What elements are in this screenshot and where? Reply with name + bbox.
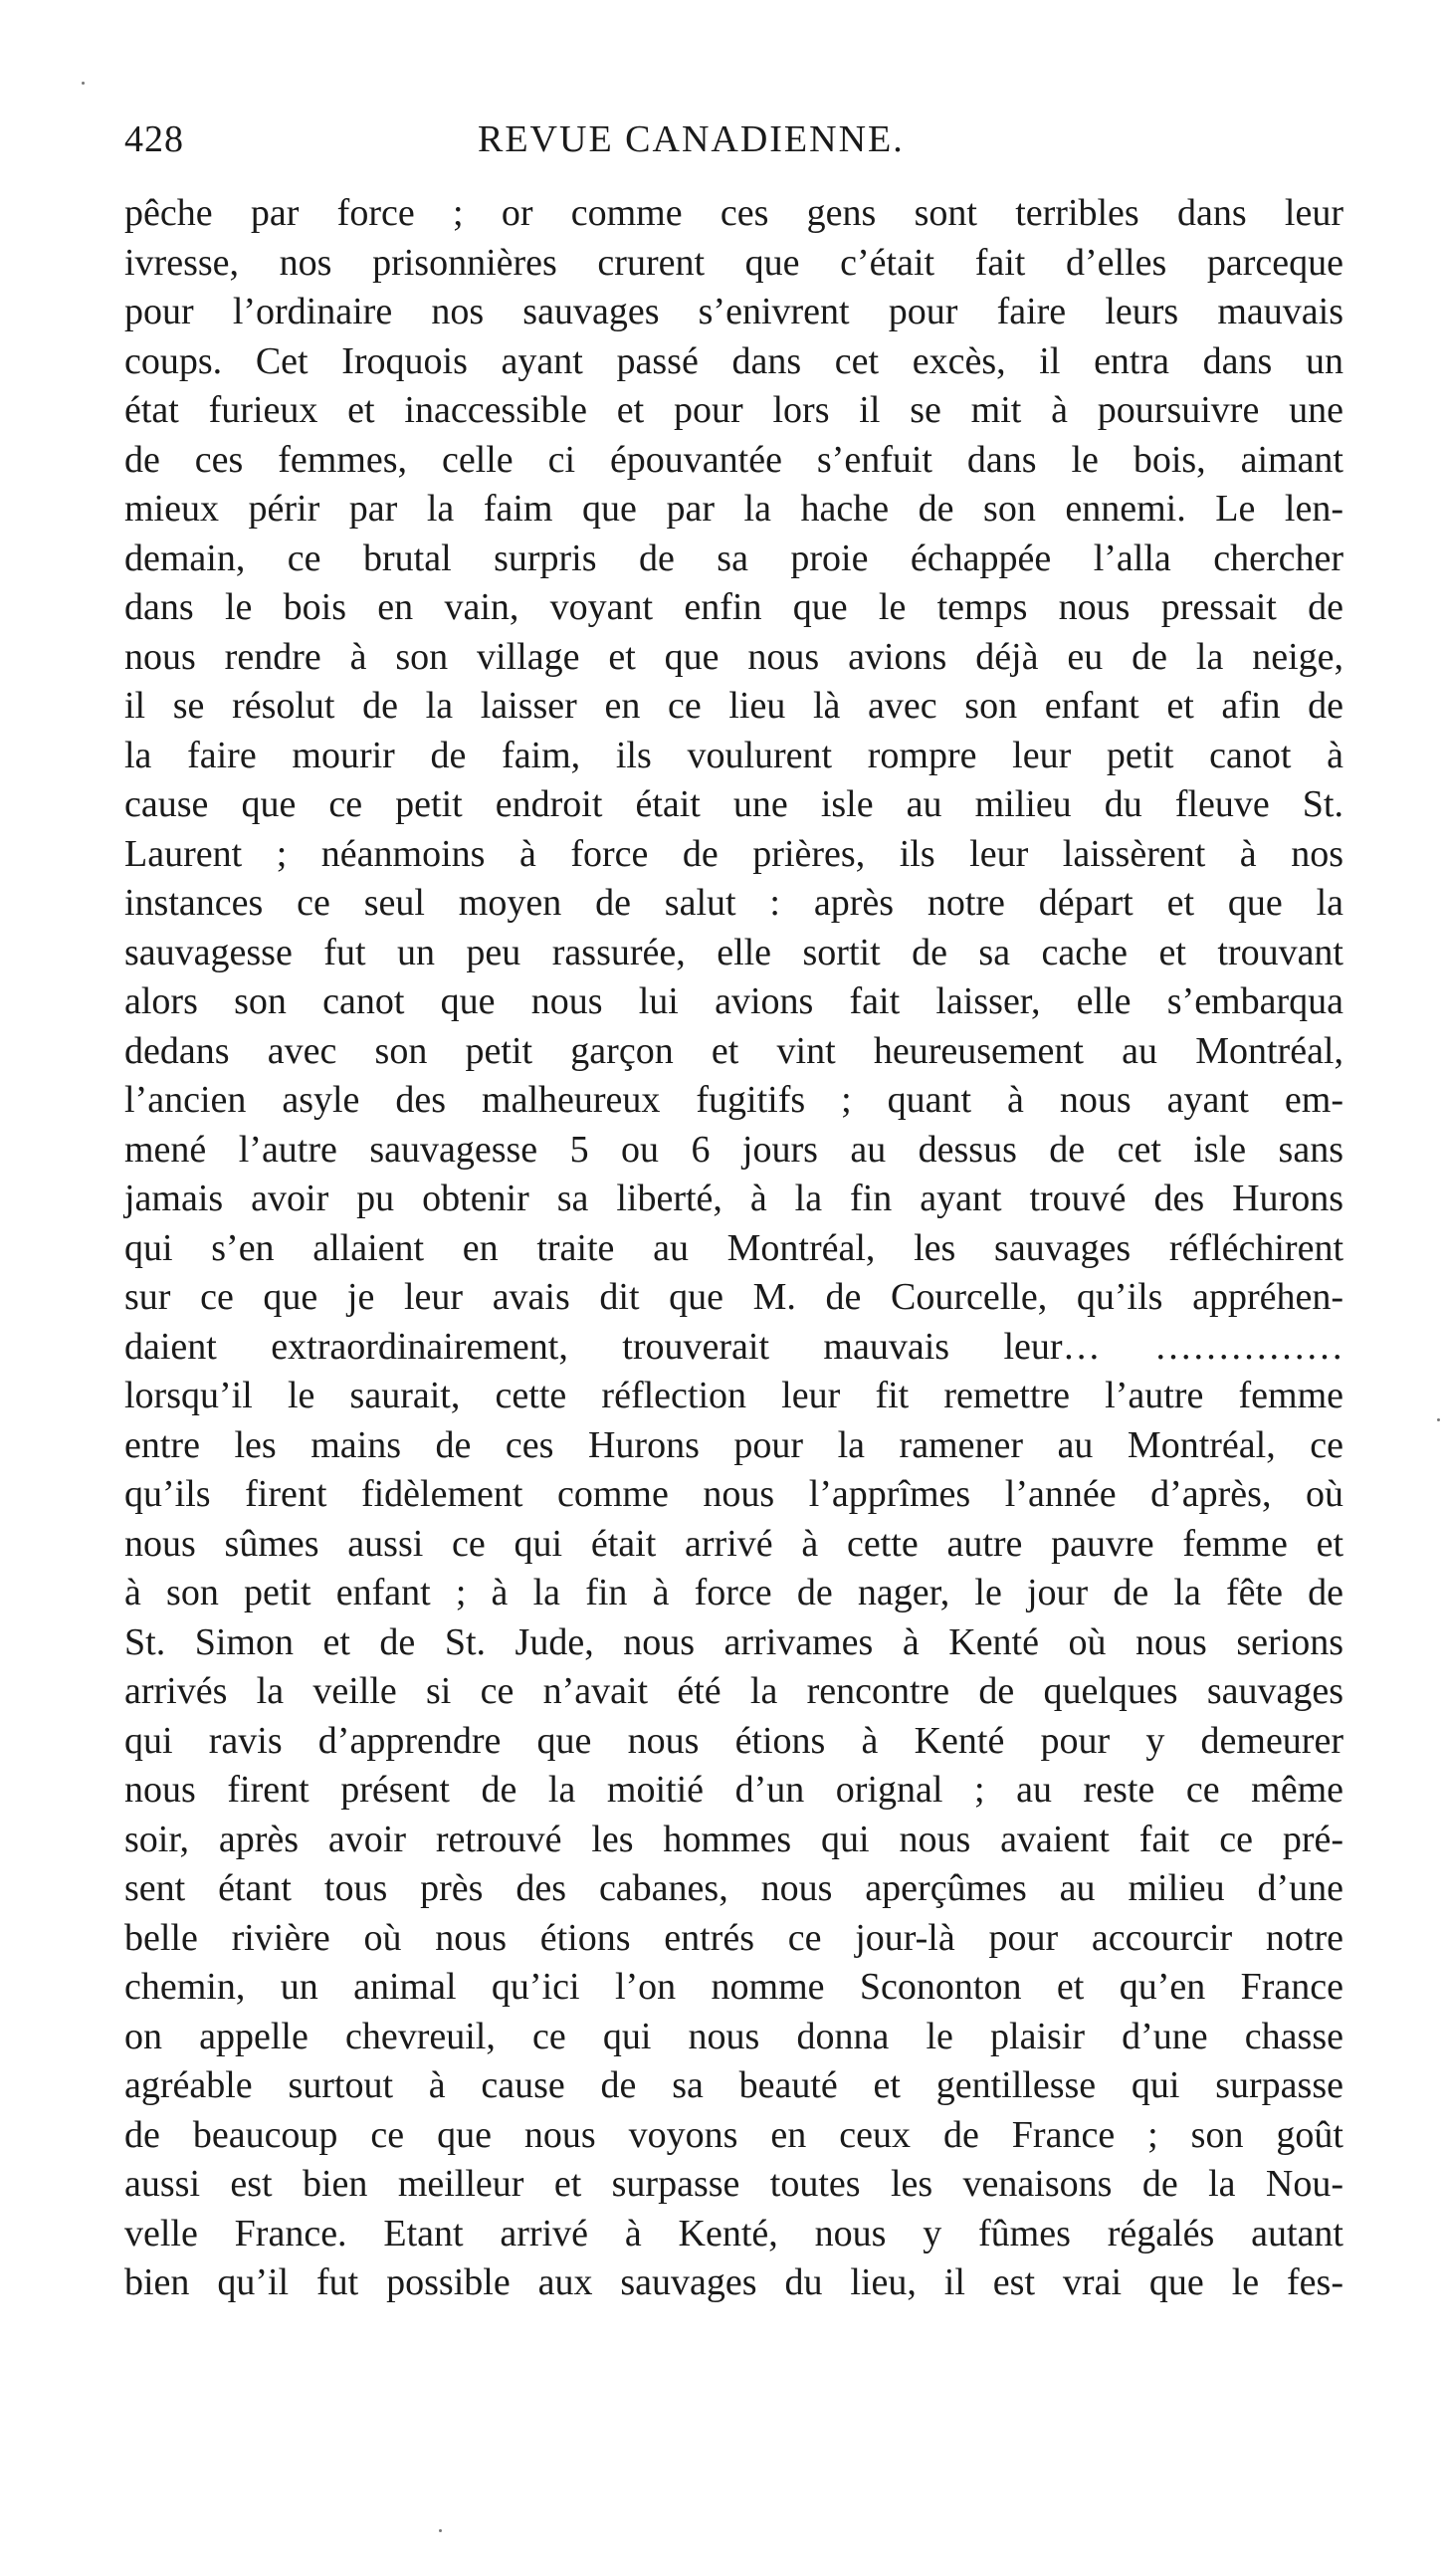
scan-speck bbox=[1437, 1418, 1440, 1421]
text-line: l’ancien asyle des malheureux fugitifs ; quant à nous ayant em- bbox=[124, 1079, 1343, 1121]
text-line: jamais avoir pu obtenir sa liberté, à la fin ayant trouvé des Hurons bbox=[124, 1178, 1343, 1219]
text-line: qui s’en allaient en traite au Montréal, les sauvages réfléchirent bbox=[124, 1226, 1343, 1269]
text-line: coups. Cet Iroquois ayant passé dans cet excès, il entra dans un bbox=[124, 339, 1343, 382]
scan-speck bbox=[439, 2529, 442, 2532]
text-line: bien qu’il fut possible aux sauvages du lieu, il est vrai que le fes- bbox=[124, 2261, 1343, 2303]
text-line: de beaucoup ce que nous voyons en ceux de France ; son goût bbox=[124, 2113, 1343, 2156]
text-line: lorsqu’il le saurait, cette réflection leur fit remettre l’autre femme bbox=[124, 1375, 1343, 1416]
text-line: qu’ils firent fidèlement comme nous l’apprîmes l’année d’après, où bbox=[124, 1473, 1343, 1515]
text-line: belle rivière où nous étions entrés ce jour-là pour accourcir notre bbox=[124, 1916, 1343, 1959]
text-line: nous rendre à son village et que nous avions déjà eu de la neige, bbox=[124, 635, 1343, 678]
text-line: arrivés la veille si ce n’avait été la rencontre de quelques sauvages bbox=[124, 1670, 1343, 1712]
text-line: daient extraordinairement, trouverait mauvais leur… …………… bbox=[124, 1325, 1343, 1368]
text-line: nous sûmes aussi ce qui était arrivé à cette autre pauvre femme et bbox=[124, 1522, 1343, 1565]
text-line: entre les mains de ces Hurons pour la ramener au Montréal, ce bbox=[124, 1423, 1343, 1466]
text-line: alors son canot que nous lui avions fait laisser, elle s’embarqua bbox=[124, 980, 1343, 1022]
text-line: sauvagesse fut un peu rassurée, elle sortit de sa cache et trouvant bbox=[124, 931, 1343, 973]
text-line: qui ravis d’apprendre que nous étions à Kenté pour y demeurer bbox=[124, 1719, 1343, 1762]
text-line: soir, après avoir retrouvé les hommes qui nous avaient fait ce pré- bbox=[124, 1818, 1343, 1860]
text-line: pêche par force ; or comme ces gens sont terribles dans leur bbox=[124, 192, 1343, 234]
text-line: instances ce seul moyen de salut : après notre départ et que la bbox=[124, 882, 1343, 924]
text-line: nous firent présent de la moitié d’un orignal ; au reste ce même bbox=[124, 1769, 1343, 1811]
text-line: sur ce que je leur avais dit que M. de Courcelle, qu’ils appréhen- bbox=[124, 1276, 1343, 1318]
text-line: mieux périr par la faim que par la hache de son ennemi. Le len- bbox=[124, 488, 1343, 530]
text-line: demain, ce brutal surpris de sa proie échappée l’alla chercher bbox=[124, 537, 1343, 579]
running-head: REVUE CANADIENNE. bbox=[478, 118, 905, 160]
text-line: la faire mourir de faim, ils voulurent rompre leur petit canot à bbox=[124, 734, 1343, 776]
text-line: cause que ce petit endroit était une isle au milieu du fleuve St. bbox=[124, 783, 1343, 825]
page-header bbox=[124, 117, 1353, 167]
text-line: à son petit enfant ; à la fin à force de nager, le jour de la fête de bbox=[124, 1572, 1343, 1613]
text-line: dans le bois en vain, voyant enfin que le temps nous pressait de bbox=[124, 586, 1343, 628]
text-line: de ces femmes, celle ci épouvantée s’enfuit dans le bois, aimant bbox=[124, 438, 1343, 481]
text-line: chemin, un animal qu’ici l’on nomme Scononton et qu’en France bbox=[124, 1966, 1343, 2008]
text-line: dedans avec son petit garçon et vint heureusement au Montréal, bbox=[124, 1029, 1343, 1072]
text-line: état furieux et inaccessible et pour lors il se mit à poursuivre une bbox=[124, 389, 1343, 431]
text-line: St. Simon et de St. Jude, nous arrivames à Kenté où nous serions bbox=[124, 1620, 1343, 1663]
text-line: pour l’ordinaire nos sauvages s’enivrent pour faire leurs mauvais bbox=[124, 291, 1343, 332]
text-line: sent étant tous près des cabanes, nous aperçûmes au milieu d’une bbox=[124, 1867, 1343, 1909]
text-line: mené l’autre sauvagesse 5 ou 6 jours au dessus de cet isle sans bbox=[124, 1128, 1343, 1171]
text-line: velle France. Etant arrivé à Kenté, nous y fûmes régalés autant bbox=[124, 2212, 1343, 2254]
text-line: ivresse, nos prisonnières crurent que c’était fait d’elles parceque bbox=[124, 241, 1343, 284]
text-line: aussi est bien meilleur et surpasse toutes les venaisons de la Nou- bbox=[124, 2163, 1343, 2205]
scan-speck bbox=[82, 82, 85, 85]
text-line: Laurent ; néanmoins à force de prières, ils leur laissèrent à nos bbox=[124, 832, 1343, 875]
text-line: il se résolut de la laisser en ce lieu là avec son enfant et afin de bbox=[124, 685, 1343, 727]
text-line: agréable surtout à cause de sa beauté et gentillesse qui surpasse bbox=[124, 2064, 1343, 2106]
text-line: on appelle chevreuil, ce qui nous donna le plaisir d’une chasse bbox=[124, 2015, 1343, 2057]
body-text bbox=[124, 189, 1343, 2308]
page-number: 428 bbox=[124, 118, 184, 160]
